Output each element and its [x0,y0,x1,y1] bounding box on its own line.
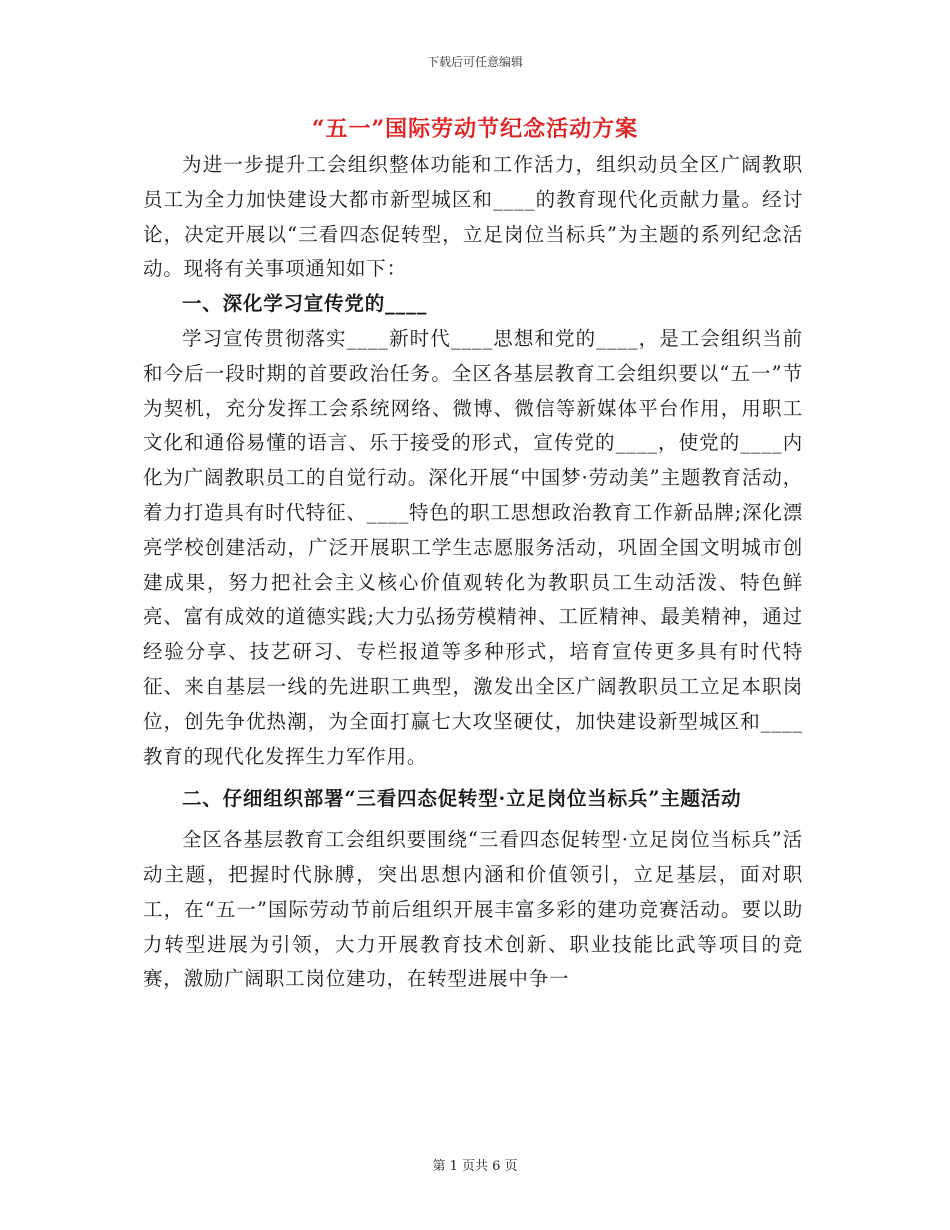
document-title: “五一”国际劳动节纪念活动方案 [311,116,639,142]
section-2-paragraph: 全区各基层教育工会组织要围绕“三看四态促转型·立足岗位当标兵”活动主题，把握时代脉膊，突出思想内涵和价值领引，立足基层，面对职工，在“五一”国际劳动节前后组织开展丰富多彩的建功竞赛活动。要以助力转型进展为引领，大力开展教育技术创新、职业技能比武等项目的竞赛，激励广阔职工岗位建功，在转型进展中争一 [143,828,803,991]
page-indicator: 第 1 页共 6 页 [432,1159,518,1174]
document-body [143,148,803,997]
section-1-paragraph: 学习宣传贯彻落实____新时代____思想和党的____，是工会组织当前和今后一段时期的首要政治任务。全区各基层教育工会组织要以“五一”节为契机，充分发挥工会系统网络、微博、微信等新媒体平台作用，用职工文化和通俗易懂的语言、乐于接受的形式，宣传党的____，使党的____内化为广阔教职员工的自觉行动。深化开展“中国梦·劳动美”主题教育活动，着力打造具有时代特征、____特色的职工思想政治教育工作新品牌;深化漂亮学校创建活动，广泛开展职工学生志愿服务活动，巩固全国文明城市创建成果，努力把社会主义核心价值观转化为教职员工生动活泼、特色鲜亮、富有成效的道德实践;大力弘扬劳模精神、工匠精神、最美精神，通过经验分享、技艺研习、专栏报道等多种形式，培育宣传更多具有时代特征、来自基层一线的先进职工典型，激发出全区广阔教职员工立足本职岗位，创先争优热潮，为全面打赢七大攻坚硬仗，加快建设新型城区和____教育的现代化发挥生力军作用。 [143,326,803,768]
section-heading-1: 一、深化学习宣传党的____ [182,292,428,316]
header-note: 下载后可任意编辑 [426,55,523,69]
section-heading-2: 二、仔细组织部署“三看四态促转型·立足岗位当标兵”主题活动 [182,787,742,811]
intro-paragraph: 为进一步提升工会组织整体功能和工作活力，组织动员全区广阔教职员工为全力加快建设大都市新型城区和____的教育现代化贡献力量。经讨论，决定开展以“三看四态促转型，立足岗位当标兵”为主题的系列纪念活动。现将有关事项通知如下： [143,153,803,281]
